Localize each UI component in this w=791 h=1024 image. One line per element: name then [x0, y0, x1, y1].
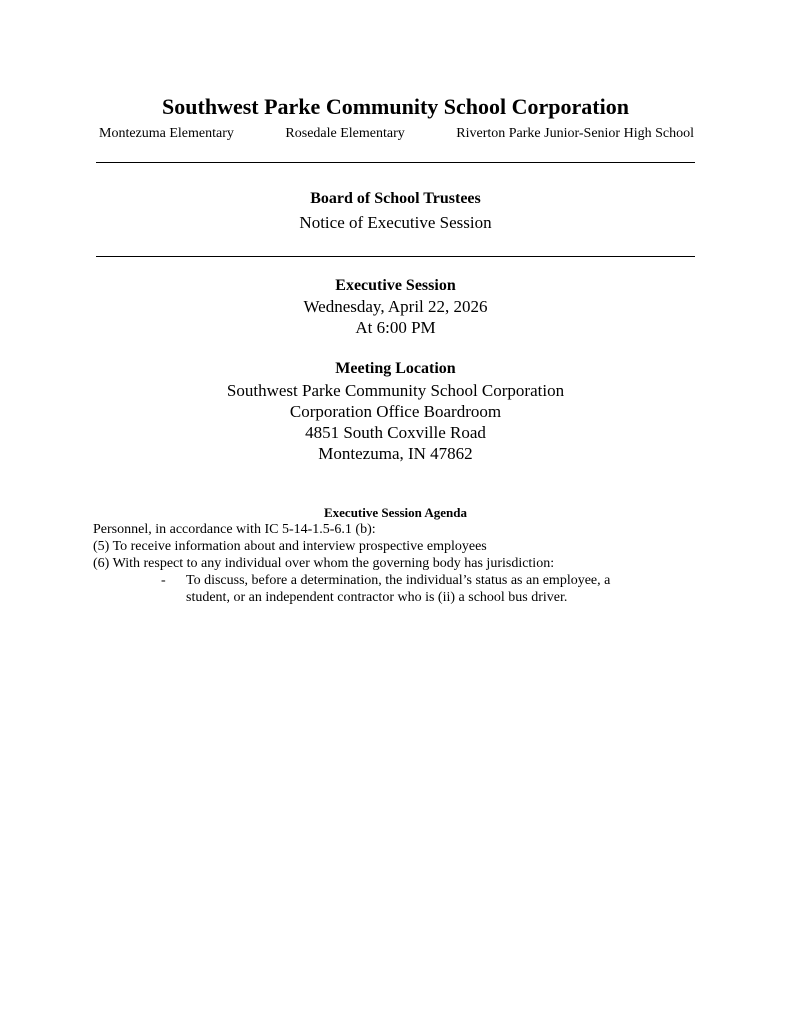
executive-session-heading: Executive Session — [335, 277, 456, 294]
agenda-item-5: (5) To receive information about and interview prospective employees — [93, 539, 487, 554]
bullet-dash: - — [161, 573, 166, 588]
notice-subheading: Notice of Executive Session — [299, 213, 492, 232]
meeting-location-heading: Meeting Location — [335, 360, 456, 377]
session-time: At 6:00 PM — [355, 318, 436, 337]
agenda-sub-item-text: To discuss, before a determination, the individual’s status as an employee, a student, or an independent contractor who is (ii) a school bus driver. — [186, 573, 611, 605]
agenda-heading: Executive Session Agenda — [323, 505, 467, 520]
second-divider — [96, 256, 695, 257]
page-title: Southwest Parke Community School Corporation — [162, 94, 629, 119]
board-heading: Board of School Trustees — [310, 190, 481, 207]
agenda-body — [93, 521, 733, 606]
top-divider — [96, 162, 695, 163]
location-line-room: Corporation Office Boardroom — [289, 402, 502, 421]
school-montezuma-elementary: Montezuma Elementary — [99, 126, 234, 141]
location-line-organization: Southwest Parke Community School Corporation — [226, 381, 565, 400]
agenda-item-6: (6) With respect to any individual over whom the governing body has jurisdiction: — [93, 556, 555, 571]
session-date: Wednesday, April 22, 2026 — [303, 297, 488, 316]
agenda-sub-item — [93, 572, 733, 606]
location-line-city: Montezuma, IN 47862 — [318, 444, 473, 463]
location-line-street: 4851 South Coxville Road — [305, 423, 486, 442]
agenda-intro: Personnel, in accordance with IC 5-14-1.5-6.1 (b): — [93, 522, 376, 537]
school-rosedale-elementary: Rosedale Elementary — [285, 126, 405, 141]
school-riverton-parke: Riverton Parke Junior-Senior High School — [456, 126, 694, 141]
school-list — [99, 126, 694, 142]
